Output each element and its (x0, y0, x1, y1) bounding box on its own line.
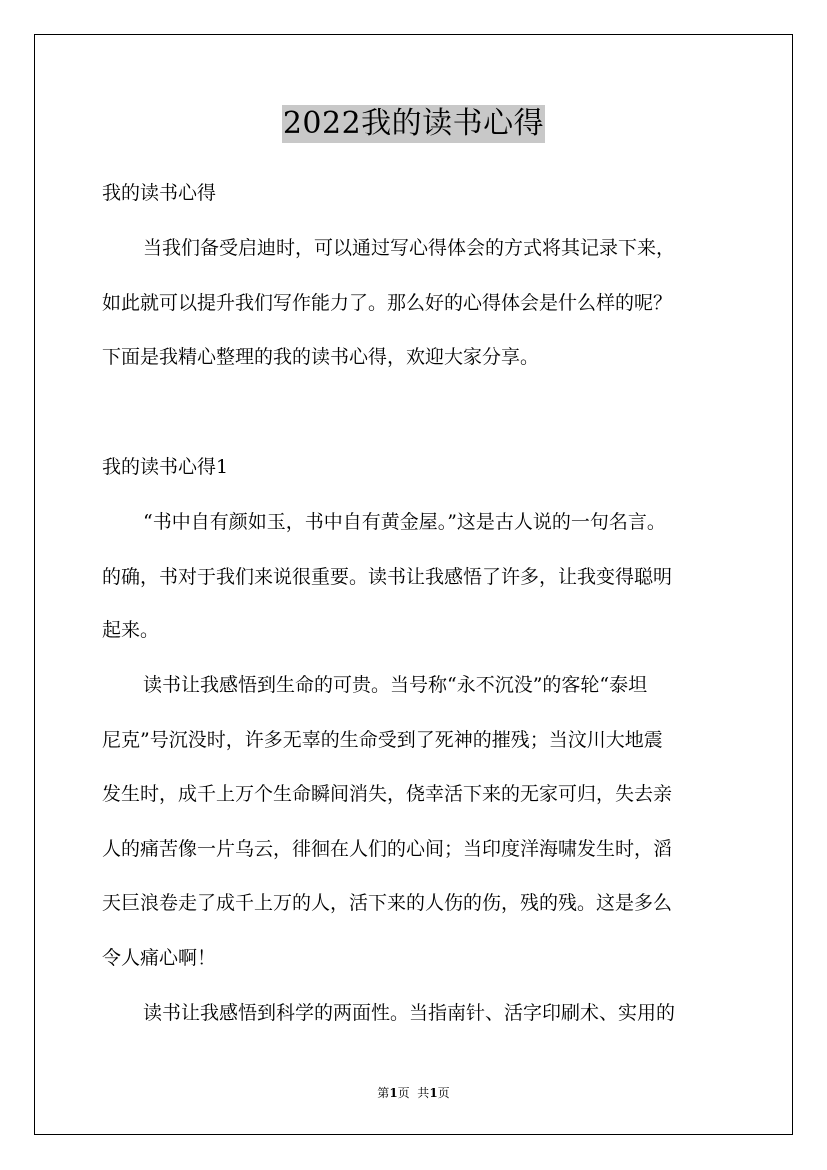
intro-line-1: 当我们备受启迪时，可以通过写心得体会的方式将其记录下来， (143, 237, 676, 259)
para1-line-3: 起来。 (102, 619, 160, 641)
footer-prefix: 第 (377, 1086, 390, 1100)
document-heading: 我的读书心得 (102, 182, 217, 204)
para2-line-3: 发生时，成千上万个生命瞬间消失，侥幸活下来的无家可归，失去亲 (102, 783, 673, 805)
intro-line-2: 如此就可以提升我们写作能力了。那么好的心得体会是什么样的呢？ (102, 292, 673, 314)
document-title (0, 103, 827, 143)
para2-line-4: 人的痛苦像一片乌云，徘徊在人们的心间；当印度洋海啸发生时，滔 (102, 838, 673, 860)
footer-page-number: 1 (389, 1086, 398, 1100)
footer-page-total: 1 (429, 1086, 438, 1100)
section-heading-1: 我的读书心得1 (102, 456, 229, 478)
document-title-text: 2022我的读书心得 (282, 106, 545, 141)
para2-line-5: 天巨浪卷走了成千上万的人，活下来的人伤的伤，残的残。这是多么 (102, 892, 673, 914)
para1-line-1: “书中自有颜如玉，书中自有黄金屋。”这是古人说的一句名言。 (143, 511, 666, 533)
para2-line-2: 尼克”号沉没时，许多无辜的生命受到了死神的摧残；当汶川大地震 (102, 729, 663, 751)
intro-line-3: 下面是我精心整理的我的读书心得，欢迎大家分享。 (102, 346, 540, 368)
para1-line-2: 的确，书对于我们来说很重要。读书让我感悟了许多，让我变得聪明 (102, 566, 673, 588)
footer-mid: 页 共 (397, 1086, 430, 1100)
para3-line-1: 读书让我感悟到科学的两面性。当指南针、活字印刷术、实用的 (143, 1002, 676, 1024)
para2-line-6: 令人痛心啊！ (102, 947, 217, 969)
page-footer (0, 1085, 827, 1101)
footer-suffix: 页 (437, 1086, 450, 1100)
para2-line-1: 读书让我感悟到生命的可贵。当号称“永不沉没”的客轮“泰坦 (143, 674, 648, 696)
